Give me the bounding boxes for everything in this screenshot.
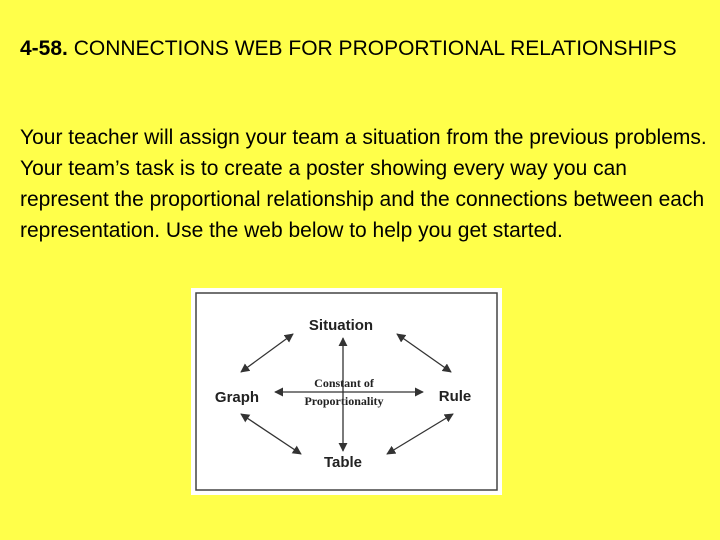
rule-table-arrow [387,414,453,454]
problem-number: 4-58. [20,37,68,60]
center-label-line1: Constant of [314,376,374,390]
rule-label: Rule [438,388,472,405]
instructions-paragraph: Your teacher will assign your team a situation from the previous problems. Your team’s task is to create a poster showing every way you can represent the proportional relationship and the connections between each representation. Use the web below to help you get started. [20,126,707,242]
table-label: Table [323,454,363,471]
situation-rule-arrow [397,334,451,372]
center-label-line2: Proportionality [304,394,384,408]
situation-label: Situation [308,317,374,334]
connections-web-svg [191,288,502,495]
connections-web-diagram [191,288,502,495]
situation-graph-arrow [241,334,293,372]
graph-label: Graph [214,389,260,406]
graph-table-arrow [241,414,301,454]
title-text: CONNECTIONS WEB FOR PROPORTIONAL RELATIONSHIPS [73,37,677,60]
slide-title [20,34,710,63]
